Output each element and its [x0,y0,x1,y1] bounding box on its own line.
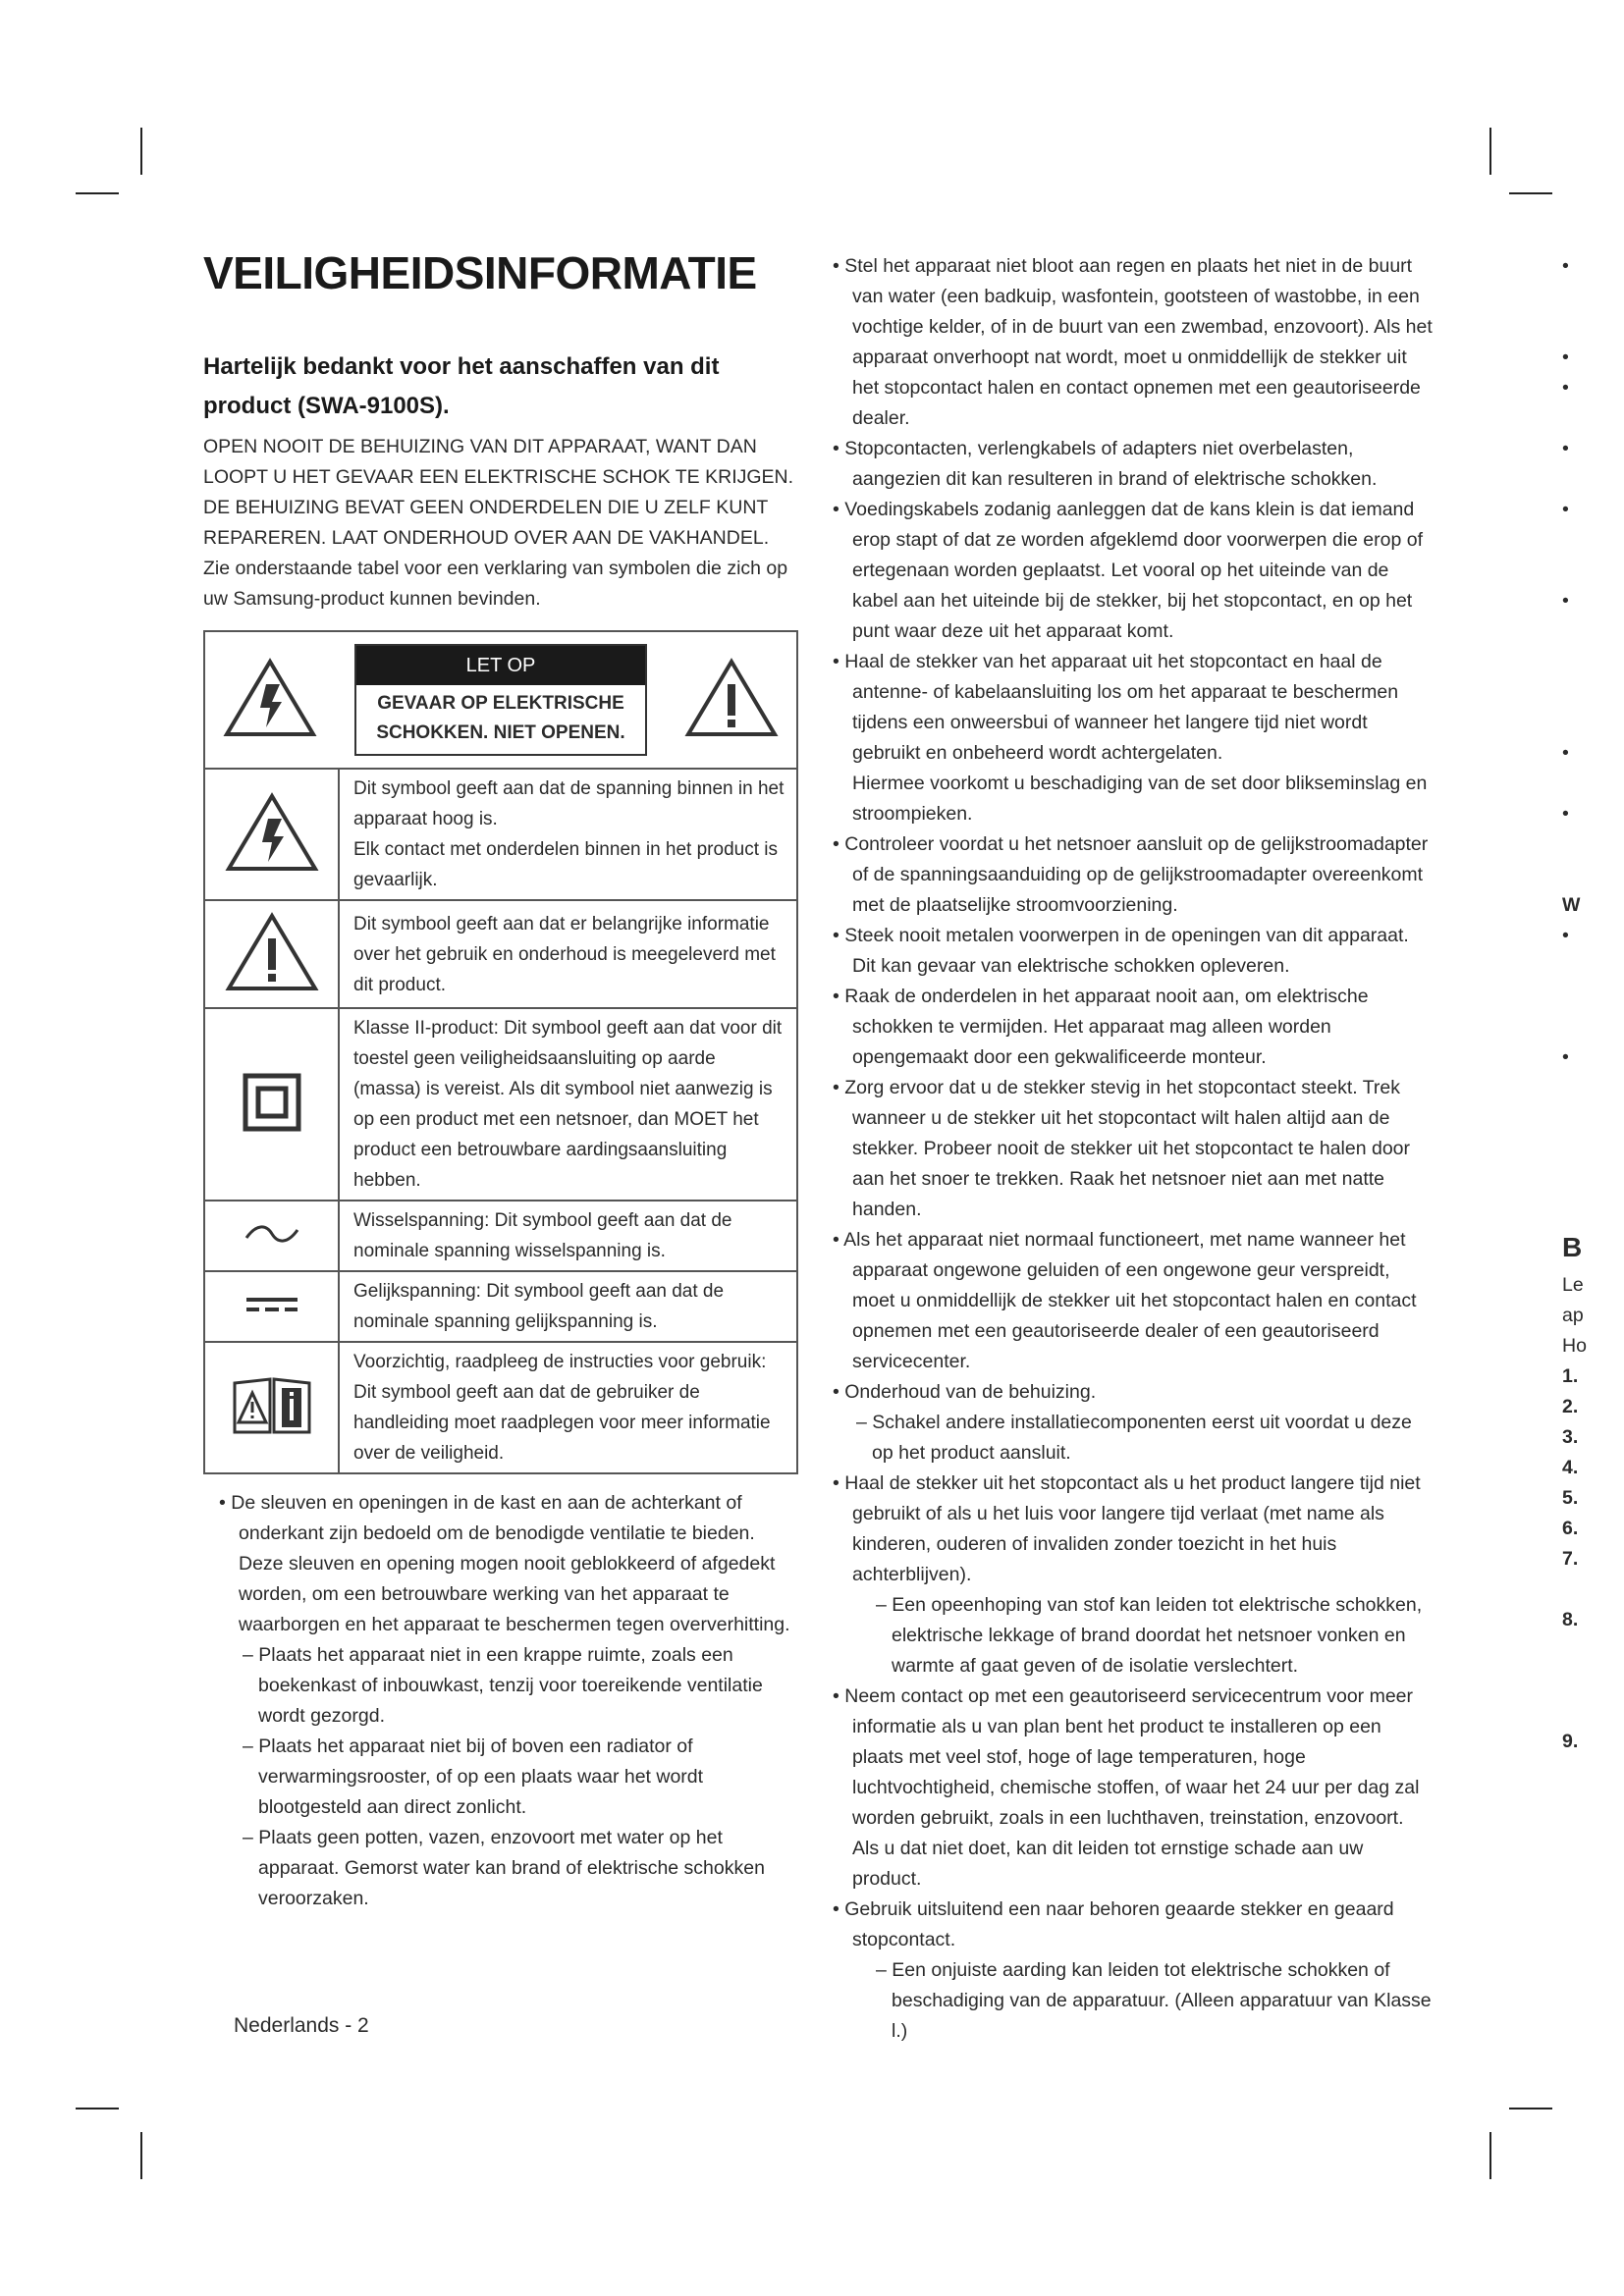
crop-mark [1489,2132,1491,2179]
clipped-line [1562,647,1624,677]
crop-mark [76,192,119,194]
clipped-line [1562,951,1624,982]
crop-mark [1509,2108,1552,2109]
clipped-number: 3. [1562,1426,1579,1448]
list-item: – Plaats het apparaat niet in een krappe ruimte, zoals een boekenkast of inbouwkast, tenzij voor toereikende ventilatie wordt gezorgd. [243,1644,763,1727]
crop-mark [140,2132,142,2179]
clipped-line [1562,1164,1624,1195]
caution-box [354,644,647,756]
consult-manual-icon [231,1423,313,1440]
symbol-description: Gelijkspanning: Dit symbool geeft aan dat de nominale spanning gelijkspanning is. [339,1271,797,1342]
exclamation-warning-icon [684,657,779,744]
clipped-line [1562,1575,1624,1605]
list-item: • Onderhoud van de behuizing. [833,1381,1097,1403]
icon-cell [204,900,339,1008]
list-item: • Stopcontacten, verlengkabels of adapters niet overbelasten, aangezien dit kan resulteren in brand of elektrische schokken. [833,438,1378,490]
clipped-number: 9. [1562,1731,1579,1752]
list-item: – Plaats geen potten, vazen, enzovoort met water op het apparaat. Gemorst water kan brand of elektrische schokken veroorzaken. [243,1827,765,1909]
clipped-line [1562,982,1624,1012]
clipped-line: • [1562,438,1569,459]
list-item: • Haal de stekker uit het stopcontact als u het product langere tijd niet gebruikt of als u het luis voor langere tijd verlaat (met name als kinderen, ouderen of invaliden zonder toezicht in het huis achterblijven). [833,1472,1421,1585]
intro-warning: OPEN NOOIT DE BEHUIZING VAN DIT APPARAAT, WANT DAN LOOPT U HET GEVAAR EEN ELEKTRISCHE SCHOK TE KRIJGEN. DE BEHUIZING BEVAT GEEN ONDERDELEN DIE U ZELF KUNT REPAREREN. LAAT ONDERHOUD OVER AAN DE VAKHANDEL. [203,436,794,549]
list-item: • Stel het apparaat niet bloot aan regen en plaats het niet in de buurt van water (een badkuip, wasfontein, gootsteen of wastobbe, in een vochtige kelder, of in de buurt van een zwembad, enzovoort). Als het apparaat onverhoopt nat wordt, moet u onmiddellijk de stekker uit het stopcontact halen en contact opnemen met een geautoriseerde dealer. [833,255,1433,429]
clipped-number: 1. [1562,1365,1579,1387]
list-item: – Een opeenhoping van stof kan leiden tot elektrische schokken, elektrische lekkage of brand doordat het netsnoer vonken en warmte af gaat geven of de isolatie verslechtert. [876,1594,1423,1677]
list-item: • Gebruik uitsluitend een naar behoren geaarde stekker en geaard stopcontact. [833,1898,1394,1950]
table-row [204,1342,797,1473]
symbol-description: Dit symbool geeft aan dat er belangrijke informatie over het gebruik en onderhoud is meegeleverd met dit product. [339,900,797,1008]
table-row [204,1271,797,1342]
middle-column [833,251,1434,2047]
caution-body: GEVAAR OP ELEKTRISCHE SCHOKKEN. NIET OPENEN. [376,693,625,743]
table-header-row [204,631,797,769]
clipped-line: • [1562,803,1569,825]
clipped-line: Le [1562,1274,1584,1296]
clipped-number: 2. [1562,1396,1579,1417]
list-item: • Als het apparaat niet normaal functioneert, met name wanneer het apparaat ongewone geluiden of een ongewone geur verspreidt, moet u onmiddellijk de stekker uit het stopcontact halen en contact opnemen met een geautoriseerde dealer of een geautoriseerd servicecenter. [833,1229,1417,1372]
clipped-line [1562,464,1624,495]
clipped-line [1562,403,1624,434]
table-row [204,769,797,900]
list-item: • Voedingskabels zodanig aanleggen dat de kans klein is dat iemand erop stapt of dat ze worden afgeklemd door voorwerpen die erop of ertegenaan worden geplaatst. Let vooral op het uiteinde van de kabel aan het uiteinde bij de stekker, bij het stopcontact, en op het punt waar deze uit het apparaat komt. [833,499,1424,642]
clipped-line [1562,1073,1624,1103]
table-row [204,1008,797,1201]
lightning-warning-icon [223,657,317,744]
dc-lines-icon [243,1304,301,1320]
clipped-heading: W [1562,894,1581,916]
ac-wave-icon [243,1233,301,1250]
list-item: • Zorg ervoor dat u de stekker stevig in het stopcontact steekt. Trek wanneer u de stekker uit het stopcontact wilt halen altijd aan de stekker. Probeer nooit de stekker uit het stopcontact te halen door aan het snoer te trekken. Raak het netsnoer niet aan met natte handen. [833,1077,1411,1220]
clipped-line [1562,616,1624,647]
table-row [204,900,797,1008]
class-ii-double-square-icon [243,1119,301,1136]
list-item: • Controleer voordat u het netsnoer aansluit op de gelijkstroomadapter of de spanningsaanduiding op de gelijkstroomadapter overeenkomt met de plaatselijke stroomvoorziening. [833,833,1429,916]
symbol-table [203,630,798,1474]
table-row [204,1201,797,1271]
clipped-number: 4. [1562,1457,1579,1478]
clipped-number: 8. [1562,1609,1579,1630]
clipped-line [1562,769,1624,799]
clipped-number: 6. [1562,1518,1579,1539]
list-item: • Raak de onderdelen in het apparaat nooit aan, om elektrische schokken te vermijden. Het apparaat mag alleen worden opengemaakt door een gekwalificeerde monteur. [833,986,1369,1068]
symbol-description: Klasse II-product: Dit symbool geeft aan dat voor dit toestel geen veiligheidsaansluiting op aarde (massa) is vereist. Als dit symbool niet aanwezig is op een product met een netsnoer, dan MOET het product een betrouwbare aardingsaansluiting hebben. [339,1008,797,1201]
clipped-line [1562,1195,1624,1225]
symbol-description: Voorzichtig, raadpleeg de instructies voor gebruik: Dit symbool geeft aan dat de gebruiker de handleiding moet raadplegen voor meer informatie over de veiligheid. [339,1342,797,1473]
list-item: – Plaats het apparaat niet bij of boven een radiator of verwarmingsrooster, of op een plaats waar het wordt blootgesteld aan direct zonlicht. [243,1735,704,1818]
clipped-line [1562,829,1624,860]
lightning-warning-icon [225,861,319,878]
clipped-line: • [1562,499,1569,520]
clipped-line [1562,525,1624,556]
list-item: – Schakel andere installatiecomponenten eerst uit voordat u deze op het product aansluit. [856,1412,1412,1464]
clipped-line [1562,1103,1624,1134]
clipped-line [1562,556,1624,586]
clipped-line: ap [1562,1305,1584,1326]
crop-mark [1509,192,1552,194]
list-item: • Haal de stekker van het apparaat uit het stopcontact en haal de antenne- of kabelaansluiting los om het apparaat te beschermen tijdens een onweersbui of wanneer het langere tijd niet wordt gebruikt en onbeheerd wordt achtergelaten. [833,651,1399,764]
thank-you-heading: Hartelijk bedankt voor het aanschaffen van dit product (SWA-9100S). [203,353,720,419]
clipped-line [1562,1134,1624,1164]
clipped-line [1562,1635,1624,1666]
clipped-line [1562,312,1624,343]
icon-cell [204,1008,339,1201]
clipped-line: • [1562,590,1569,612]
list-item: • Steek nooit metalen voorwerpen in de openingen van dit apparaat. Dit kan gevaar van elektrische schokken opleveren. [833,925,1409,977]
crop-mark [140,128,142,175]
clipped-line: Ho [1562,1335,1587,1357]
page-footer: Nederlands - 2 [234,2014,369,2037]
clipped-line: • [1562,925,1569,946]
symbol-description: Dit symbool geeft aan dat de spanning binnen in het apparaat hoog is. Elk contact met onderdelen binnen in het product is gevaarlijk. [339,769,797,900]
crop-mark [76,2108,119,2109]
caution-title: LET OP [356,646,645,685]
intro-symbols: Zie onderstaande tabel voor een verklaring van symbolen die zich op uw Samsung-product kunnen bevinden. [203,558,788,610]
clipped-line [1562,860,1624,890]
clipped-line: • [1562,377,1569,399]
clipped-line [1562,1696,1624,1727]
icon-cell [204,1271,339,1342]
page-title: VEILIGHEIDSINFORMATIE [203,247,757,298]
icon-cell [204,769,339,900]
clipped-line [1562,282,1624,312]
left-bullet-list [203,1488,798,1914]
right-column-clipped [1562,251,1624,1757]
caution-cell [204,631,797,769]
clipped-line: • [1562,347,1569,368]
symbol-description: Wisselspanning: Dit symbool geeft aan dat de nominale spanning wisselspanning is. [339,1201,797,1271]
clipped-line: • [1562,1046,1569,1068]
icon-cell [204,1201,339,1271]
clipped-line: • [1562,255,1569,277]
clipped-line [1562,1012,1624,1042]
crop-mark [1489,128,1491,175]
clipped-heading: B [1562,1232,1583,1262]
icon-cell [204,1342,339,1473]
list-item-continuation: Hiermee voorkomt u beschadiging van de set door blikseminslag en stroompieken. [852,773,1428,825]
list-item: • De sleuven en openingen in de kast en aan de achterkant of onderkant zijn bedoeld om de benodigde ventilatie te bieden. Deze sleuven en opening mogen nooit geblokkeerd of afgedekt worden, om een betrouwbare werking van het apparaat te waarborgen en het apparaat te beschermen tegen oververhitting. [219,1492,790,1635]
clipped-line [1562,708,1624,738]
list-item: – Een onjuiste aarding kan leiden tot elektrische schokken of beschadiging van de apparatuur. (Alleen apparatuur van Klasse l.) [876,1959,1432,2042]
clipped-line: • [1562,742,1569,764]
left-column [203,245,798,1914]
exclamation-warning-icon [225,981,319,997]
clipped-line [1562,677,1624,708]
clipped-number: 7. [1562,1548,1579,1570]
clipped-number: 5. [1562,1487,1579,1509]
clipped-line [1562,1666,1624,1696]
list-item: • Neem contact op met een geautoriseerd servicecentrum voor meer informatie als u van plan bent het product te installeren op een plaats met veel stof, hoge of lage temperaturen, hoge luchtvochtigheid, chemische stoffen, of waar het 24 uur per dag zal worden gebruikt, zoals in een luchthaven, treinstation, enzovoort. Als u dat niet doet, kan dit leiden tot ernstige schade aan uw product. [833,1685,1420,1890]
